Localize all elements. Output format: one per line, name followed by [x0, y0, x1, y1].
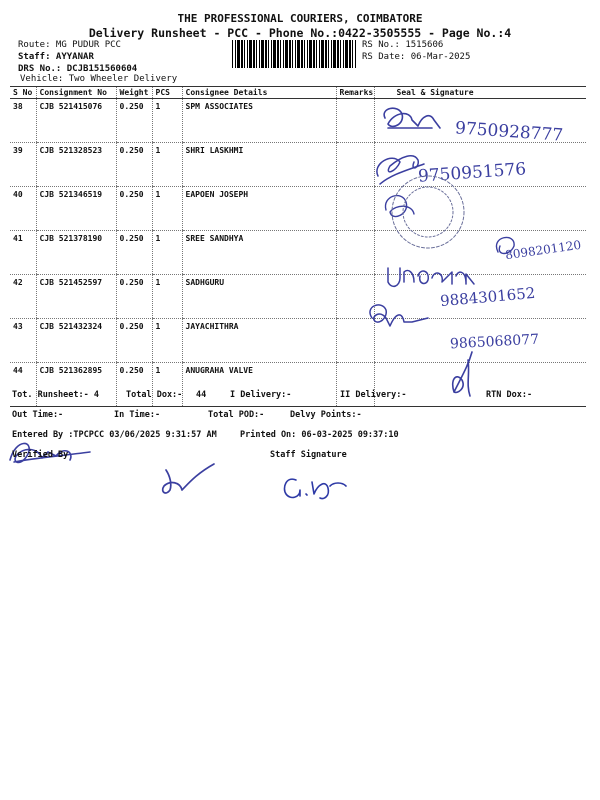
cell-consignment: CJB 521346519: [36, 187, 116, 231]
cell-signature: [374, 187, 586, 231]
staff-signature-label: Staff Signature: [270, 450, 347, 460]
total-pod-label: Total POD:-: [208, 410, 265, 420]
ii-delivery-label: II Delivery:-: [340, 390, 407, 400]
cell-weight: 0.250: [116, 231, 152, 275]
rs-number: RS No.: 1515606: [362, 40, 444, 50]
cell-weight: 0.250: [116, 319, 152, 363]
cell-sno: 44: [10, 363, 36, 407]
handwritten-phone-3: 8098201120: [504, 237, 582, 263]
vehicle-label: Vehicle: Two Wheeler Delivery: [20, 74, 178, 84]
table-row: [10, 231, 586, 275]
i-delivery-label: I Delivery:-: [230, 390, 292, 400]
cell-sno: 38: [10, 99, 36, 143]
cell-sno: 40: [10, 187, 36, 231]
cell-sno: 39: [10, 143, 36, 187]
cell-remarks: [336, 99, 374, 143]
tot-runsheet: Tot. Runsheet:- 4: [12, 390, 99, 400]
col-header-sno: S No: [10, 87, 36, 99]
cell-pcs: 1: [152, 143, 182, 187]
table-row: [10, 187, 586, 231]
cell-consignee: ANUGRAHA VALVE: [182, 363, 336, 407]
staff-initial-signature: [163, 464, 214, 493]
verified-by-label: Verified By: [12, 450, 69, 460]
total-dox-label: Total Dox:-: [126, 390, 183, 400]
cell-remarks: [336, 231, 374, 275]
cell-consignee: SADHGURU: [182, 275, 336, 319]
col-header-seal-signature: Seal & Signature: [374, 87, 586, 99]
cell-consignment: CJB 521452597: [36, 275, 116, 319]
cell-remarks: [336, 275, 374, 319]
cell-consignee: JAYACHITHRA: [182, 319, 336, 363]
cell-consignee: EAPOEN JOSEPH: [182, 187, 336, 231]
col-header-consignee: Consignee Details: [182, 87, 336, 99]
staff-label: Staff: AYYANAR: [18, 52, 94, 62]
runsheet-subtitle: Delivery Runsheet - PCC - Phone No.:0422-3505555 - Page No.:4: [88, 26, 512, 40]
cell-consignee: SPM ASSOCIATES: [182, 99, 336, 143]
company-title: THE PROFESSIONAL COURIERS, COIMBATORE: [177, 12, 423, 25]
cell-weight: 0.250: [116, 275, 152, 319]
cell-consignment: CJB 521362895: [36, 363, 116, 407]
rs-date: RS Date: 06-Mar-2025: [362, 52, 471, 62]
cell-pcs: 1: [152, 363, 182, 407]
cell-weight: 0.250: [116, 187, 152, 231]
cell-remarks: [336, 187, 374, 231]
table-header-row: [10, 87, 586, 99]
cell-consignment: CJB 521378190: [36, 231, 116, 275]
printed-on: Printed On: 06-03-2025 09:37:10: [240, 430, 399, 440]
cell-sno: 41: [10, 231, 36, 275]
cell-weight: 0.250: [116, 99, 152, 143]
entered-by: Entered By :TPCPCC 03/06/2025 9:31:57 AM: [12, 430, 217, 440]
rtn-dox-label: RTN Dox:-: [486, 390, 533, 400]
cell-pcs: 1: [152, 275, 182, 319]
cell-pcs: 1: [152, 99, 182, 143]
cell-consignee: SHRI LASKHMI: [182, 143, 336, 187]
handwritten-phone-5: 9865068077: [449, 331, 540, 353]
cell-sno: 43: [10, 319, 36, 363]
cell-remarks: [336, 319, 374, 363]
in-time-label: In Time:-: [114, 410, 161, 420]
barcode: [232, 40, 357, 68]
cell-consignment: CJB 521328523: [36, 143, 116, 187]
col-header-weight: Weight: [116, 87, 152, 99]
handwritten-phone-2: 9750951576: [417, 159, 527, 187]
col-header-pcs: PCS: [152, 87, 182, 99]
staff-signature-mark: [284, 479, 346, 498]
cell-sno: 42: [10, 275, 36, 319]
total-dox-value: 44: [196, 390, 207, 400]
cell-consignment: CJB 521415076: [36, 99, 116, 143]
cell-pcs: 1: [152, 231, 182, 275]
out-time-label: Out Time:-: [12, 410, 64, 420]
cell-pcs: 1: [152, 319, 182, 363]
cell-pcs: 1: [152, 187, 182, 231]
cell-weight: 0.250: [116, 143, 152, 187]
cell-remarks: [336, 143, 374, 187]
handwritten-phone-4: 9884301652: [439, 283, 537, 311]
drs-number: DRS No.: DCJB151560604: [18, 64, 138, 74]
route-label: Route: MG PUDUR PCC: [18, 40, 121, 50]
handwritten-phone-1: 9750928777: [454, 118, 564, 146]
cell-weight: 0.250: [116, 363, 152, 407]
delvy-points-label: Delvy Points:-: [290, 410, 362, 420]
col-header-consignment: Consignment No: [36, 87, 116, 99]
cell-consignee: SREE SANDHYA: [182, 231, 336, 275]
cell-consignment: CJB 521432324: [36, 319, 116, 363]
col-header-remarks: Remarks: [336, 87, 374, 99]
